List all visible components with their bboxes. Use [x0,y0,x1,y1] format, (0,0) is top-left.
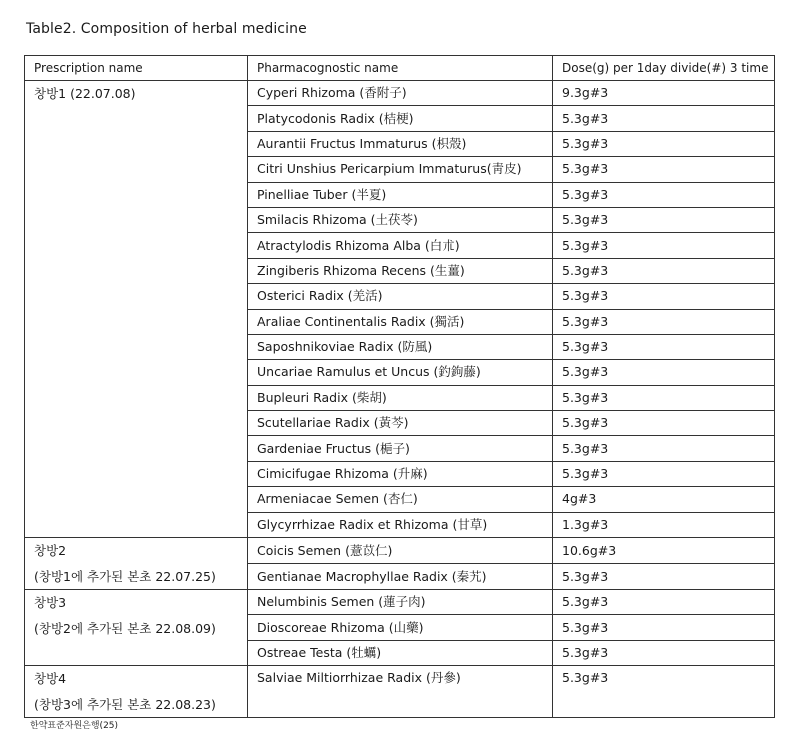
dose-cell: 5.3g#3 [553,461,775,486]
pharmacognostic-name-cell: Citri Unshius Pericarpium Immaturus(靑皮) [248,157,553,182]
dose-cell: 5.3g#3 [553,640,775,665]
table-header-row [25,56,775,81]
prescription-name-line: (창방1에 추가된 본초 22.07.25) [34,568,216,584]
pharmacognostic-name-cell: Platycodonis Radix (桔梗) [248,106,553,131]
prescription-name-line: (창방2에 추가된 본초 22.08.09) [34,620,216,636]
dose-cell: 5.3g#3 [553,564,775,590]
pharmacognostic-name-cell: Smilacis Rhizoma (土茯苓) [248,207,553,232]
table-row [25,666,775,718]
pharmacognostic-name-cell: Dioscoreae Rhizoma (山藥) [248,615,553,640]
table-row [25,538,775,564]
pharmacognostic-name-cell: Nelumbinis Semen (蓮子肉) [248,590,553,615]
pharmacognostic-name-cell: Cimicifugae Rhizoma (升麻) [248,461,553,486]
dose-cell: 5.3g#3 [553,385,775,410]
table-body [25,81,775,718]
prescription-name-cell [25,590,248,666]
herbal-composition-table [24,55,775,718]
pharmacognostic-name-cell: Gardeniae Fructus (梔子) [248,436,553,461]
dose-cell: 5.3g#3 [553,233,775,258]
header-dose: Dose(g) per 1day divide(#) 3 time [553,56,775,81]
dose-cell: 5.3g#3 [553,360,775,385]
header-pharmacognostic-name: Pharmacognostic name [248,56,553,81]
prescription-name-line: 창방3 [34,595,67,611]
prescription-name-line: 창방2 [34,543,67,559]
dose-cell: 5.3g#3 [553,615,775,640]
pharmacognostic-name-cell: Armeniacae Semen (杏仁) [248,487,553,512]
pharmacognostic-name-cell: Ostreae Testa (牡蠣) [248,640,553,665]
source-footnote: 한약표준자원은행(25) [30,721,119,731]
prescription-name-cell [25,538,248,590]
pharmacognostic-name-cell: Pinelliae Tuber (半夏) [248,182,553,207]
dose-cell: 5.3g#3 [553,309,775,334]
pharmacognostic-name-cell: Gentianae Macrophyllae Radix (秦艽) [248,564,553,590]
pharmacognostic-name-cell: Zingiberis Rhizoma Recens (生薑) [248,258,553,283]
prescription-name-line: 창방4 [34,671,67,687]
dose-cell: 5.3g#3 [553,207,775,232]
dose-cell: 1.3g#3 [553,512,775,537]
table-row [25,81,775,106]
prescription-name-line: (창방3에 추가된 본초 22.08.23) [34,696,216,712]
dose-cell: 4g#3 [553,487,775,512]
pharmacognostic-name-cell: Araliae Continentalis Radix (獨活) [248,309,553,334]
table-title: Table2. Composition of herbal medicine [26,21,307,37]
dose-cell: 5.3g#3 [553,590,775,615]
dose-cell: 5.3g#3 [553,106,775,131]
dose-cell: 9.3g#3 [553,81,775,106]
pharmacognostic-name-cell: Atractylodis Rhizoma Alba (白朮) [248,233,553,258]
dose-cell: 5.3g#3 [553,411,775,436]
pharmacognostic-name-cell: Aurantii Fructus Immaturus (枳殼) [248,131,553,156]
table-row [25,590,775,615]
prescription-name-line: 창방1 (22.07.08) [34,86,136,101]
pharmacognostic-name-cell: Salviae Miltiorrhizae Radix (丹參) [248,666,553,718]
pharmacognostic-name-cell: Uncariae Ramulus et Uncus (釣鉤藤) [248,360,553,385]
dose-cell: 5.3g#3 [553,284,775,309]
prescription-name-cell [25,81,248,538]
pharmacognostic-name-cell: Coicis Semen (薏苡仁) [248,538,553,564]
dose-cell: 5.3g#3 [553,131,775,156]
pharmacognostic-name-cell: Cyperi Rhizoma (香附子) [248,81,553,106]
pharmacognostic-name-cell: Osterici Radix (羌活) [248,284,553,309]
dose-cell: 5.3g#3 [553,436,775,461]
pharmacognostic-name-cell: Saposhnikoviae Radix (防風) [248,334,553,359]
dose-cell: 5.3g#3 [553,334,775,359]
pharmacognostic-name-cell: Scutellariae Radix (黃芩) [248,411,553,436]
dose-cell: 5.3g#3 [553,666,775,718]
header-prescription-name: Prescription name [25,56,248,81]
dose-cell: 5.3g#3 [553,157,775,182]
pharmacognostic-name-cell: Bupleuri Radix (柴胡) [248,385,553,410]
dose-cell: 10.6g#3 [553,538,775,564]
dose-cell: 5.3g#3 [553,182,775,207]
prescription-name-cell [25,666,248,718]
dose-cell: 5.3g#3 [553,258,775,283]
pharmacognostic-name-cell: Glycyrrhizae Radix et Rhizoma (甘草) [248,512,553,537]
